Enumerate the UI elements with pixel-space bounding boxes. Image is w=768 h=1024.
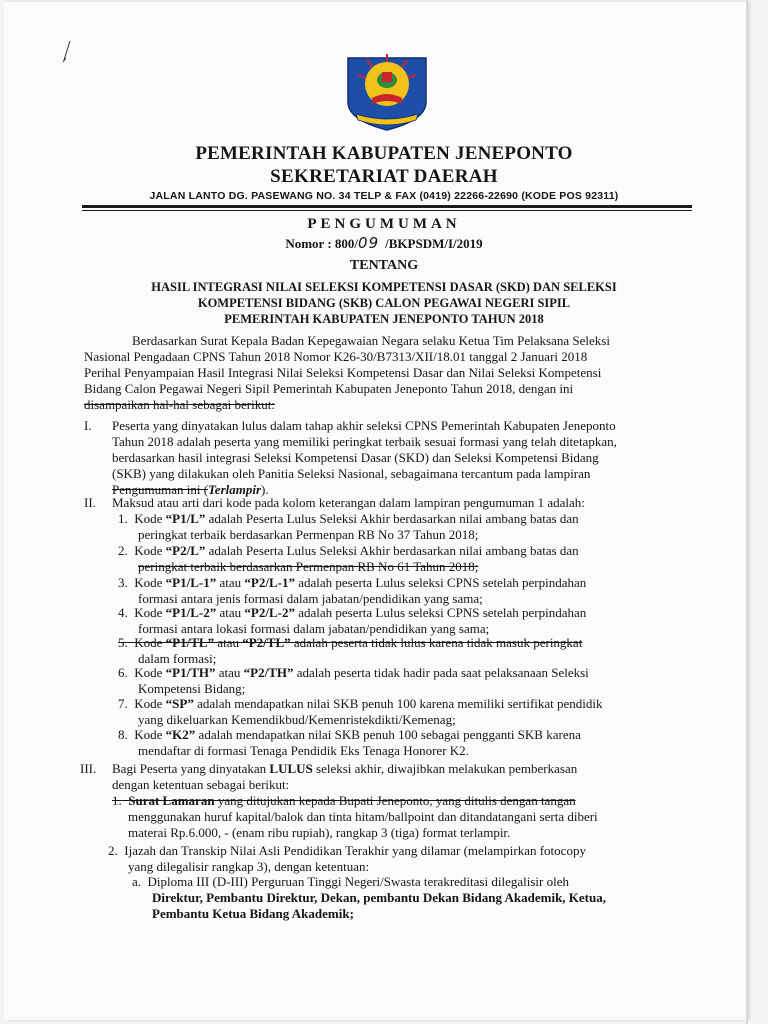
section1-line: Peserta yang dinyatakan lulus dalam tahap akhir seleksi CPNS Pemerintah Kabupaten Jeneponto — [112, 418, 616, 433]
code-item: 6. Kode “P1/TH” atau “P2/TH” adalah peserta tidak hadir pada saat pelaksanaan Seleksi — [118, 665, 589, 680]
section-number: III. — [80, 761, 97, 776]
code-item-cont: formasi antara lokasi formasi dalam jabatan/pendidikan yang sama; — [138, 621, 490, 636]
section-number: I. — [84, 418, 92, 433]
requirement-subitem: a. Diploma III (D-III) Perguruan Tinggi Negeri/Swasta terakreditasi dilegalisir oleh — [132, 874, 569, 889]
announcement-number: Nomor : 800/09 /BKPSDM/I/2019 — [285, 234, 483, 252]
code-item: 5. Kode “P1/TL” atau “P2/TL” adalah peserta tidak lulus karena tidak masuk peringkat — [118, 635, 583, 650]
intro-line: Nasional Pengadaan CPNS Tahun 2018 Nomor K26-30/B7313/XII/18.01 tanggal 2 Januari 2018 — [84, 349, 588, 364]
requirement-item: 1. Surat Lamaran yang ditujukan kepada Bupati Jeneponto, yang ditulis dengan tangan — [112, 793, 576, 808]
code-item: 3. Kode “P1/L-1” atau “P2/L-1” adalah peserta Lulus seleksi CPNS setelah perpindahan — [118, 575, 587, 590]
intro-line: Perihal Penyampaian Hasil Integrasi Nilai Seleksi Kompetensi Dasar dan Nilai Seleksi Kompetensi — [84, 365, 602, 380]
header-rule-thick — [82, 205, 692, 208]
pen-mark — [60, 40, 74, 66]
requirement-item: 2. Ijazah dan Transkip Nilai Asli Pendidikan Terakhir yang dilamar (melampirkan fotocopy — [108, 843, 586, 858]
jeneponto-emblem-logo — [342, 50, 432, 134]
code-item-cont: dalam formasi; — [138, 651, 217, 666]
announcement-subject: HASIL INTEGRASI NILAI SELEKSI KOMPETENSI DASAR (SKD) DAN SELEKSI KOMPETENSI BIDANG (SKB) CALON PEGAWAI NEGERI SIPIL PEMERINTAH KABUPATEN JENEPONTO TAHUN 2018 — [151, 280, 617, 326]
tentang-label: TENTANG — [349, 258, 419, 273]
header-government: PEMERINTAH KABUPATEN JENEPONTO — [195, 143, 573, 164]
code-item: 8. Kode “K2” adalah mendapatkan nilai SKB penuh 100 sebagai pengganti SKB karena — [118, 727, 581, 742]
code-item: 7. Kode “SP” adalah mendapatkan nilai SKB penuh 100 karena memiliki sertifikat pendidik — [118, 696, 603, 711]
code-item: 1. Kode “P1/L” adalah Peserta Lulus Seleksi Akhir berdasarkan nilai ambang batas dan — [118, 511, 579, 526]
header-secretariat: SEKRETARIAT DAERAH — [270, 166, 498, 187]
code-item-cont: peringkat terbaik berdasarkan Permenpan RB No 37 Tahun 2018; — [138, 527, 479, 542]
section1-line: Pengumuman ini (Terlampir). — [112, 482, 269, 497]
code-item-cont: peringkat terbaik berdasarkan Permenpan RB No 61 Tahun 2018; — [138, 559, 479, 574]
section1-line: berdasarkan hasil integrasi Seleksi Kompetensi Dasar (SKD) dan Seleksi Kompetensi Bidang — [112, 450, 599, 465]
handwritten-number: 09 — [358, 234, 380, 252]
section1-line: (SKB) yang dilakukan oleh Panitia Seleksi Nasional, sebagaimana tercantum pada lampiran — [112, 466, 591, 481]
requirement-subitem-cont: Pembantu Ketua Bidang Akademik; — [152, 906, 354, 921]
section1-line: Tahun 2018 adalah peserta yang memiliki peringkat terbaik sesuai formasi yang telah ditetapkan, — [112, 434, 617, 449]
code-item-cont: mendaftar di formasi Tenaga Pendidik Eks Tenaga Honorer K2. — [138, 743, 469, 758]
header-rule-thin — [82, 210, 692, 211]
code-item-cont: Kompetensi Bidang; — [138, 681, 246, 696]
intro-line: disampaikan hal-hal sebagai berikut: — [84, 397, 275, 412]
code-item-cont: yang dikeluarkan Kemendikbud/Kemenristekdikti/Kemenag; — [138, 712, 456, 727]
requirement-item-cont: menggunakan huruf kapital/balok dan tinta hitam/ballpoint dan ditandatangani serta diberi — [128, 809, 598, 824]
section3-lead: Bagi Peserta yang dinyatakan LULUS seleksi akhir, diwajibkan melakukan pemberkasan — [112, 761, 578, 776]
requirement-item-cont: materai Rp.6.000, - (enam ribu rupiah), rangkap 3 (tiga) format terlampir. — [128, 825, 511, 840]
requirement-item-cont: yang dilegalisir rangkap 3), dengan ketentuan: — [128, 859, 370, 874]
requirement-subitem-cont: Direktur, Pembantu Direktur, Dekan, pembantu Dekan Bidang Akademik, Ketua, — [152, 890, 606, 905]
intro-line: Berdasarkan Surat Kepala Badan Kepegawaian Negara selaku Ketua Tim Pelaksana Seleksi — [132, 333, 610, 348]
header-address: JALAN LANTO DG. PASEWANG NO. 34 TELP & FAX (0419) 22266-22690 (KODE POS 92311) — [149, 190, 619, 202]
intro-line: Bidang Calon Pegawai Negeri Sipil Pemerintah Kabupaten Jeneponto Tahun 2018, dengan ini — [84, 381, 574, 396]
section-number: II. — [84, 495, 96, 510]
code-item: 2. Kode “P2/L” adalah Peserta Lulus Seleksi Akhir berdasarkan nilai ambang batas dan — [118, 543, 579, 558]
announcement-heading: PENGUMUMAN — [307, 216, 461, 232]
code-item-cont: formasi antara jenis formasi dalam jabatan/pendidikan yang sama; — [138, 591, 483, 606]
section3-lead-cont: dengan ketentuan sebagai berikut: — [112, 777, 290, 792]
section2-lead: Maksud atau arti dari kode pada kolom keterangan dalam lampiran pengumuman 1 adalah: — [112, 495, 585, 510]
code-item: 4. Kode “P1/L-2” atau “P2/L-2” adalah peserta Lulus seleksi CPNS setelah perpindahan — [118, 605, 587, 620]
